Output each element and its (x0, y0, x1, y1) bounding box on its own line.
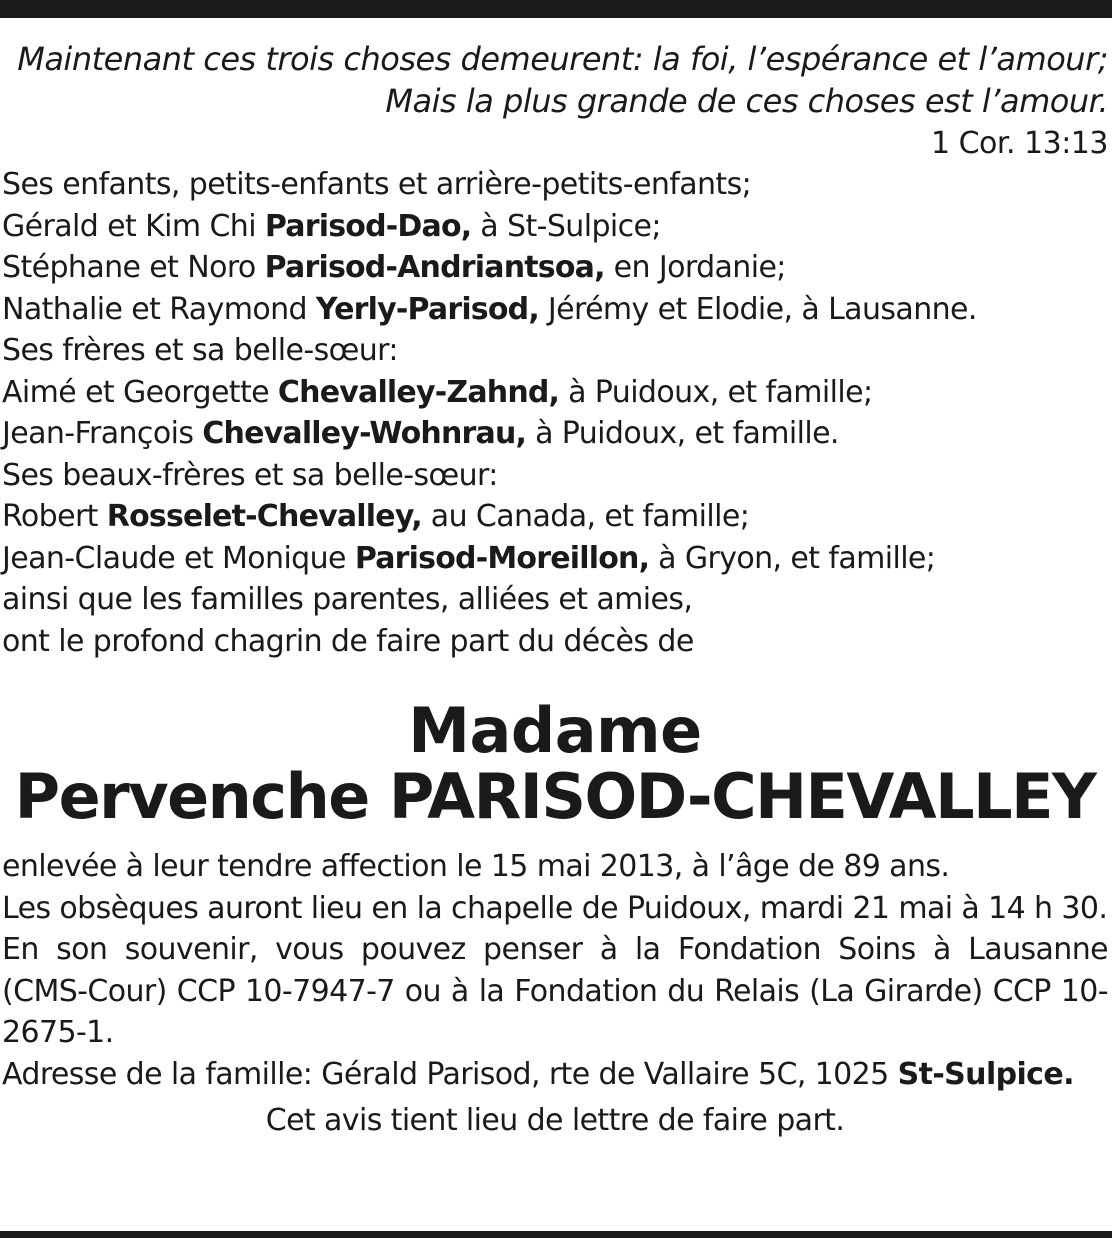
family-line (2, 289, 1108, 331)
funeral-text: Les obsèques auront lieu en la chapelle de Puidoux, mardi 21 mai à 14 h 30. (2, 890, 1108, 926)
family-line (2, 413, 1108, 455)
family-line (2, 247, 1108, 289)
obituary-notice (2, 38, 1108, 1141)
deceased-name-block (2, 694, 1108, 833)
epigraph-line-1: Maintenant ces trois choses demeurent: la foi, l’espérance et l’amour; (17, 40, 1108, 78)
family-line-location: à Puidoux, et famille; (559, 374, 873, 410)
family-line-text: ont le profond chagrin de faire part du décès de (2, 623, 694, 659)
family-line-text: Robert (2, 499, 107, 534)
family-line-text: Stéphane et Noro (2, 250, 265, 285)
family-line (2, 330, 1108, 372)
notice-details (2, 846, 1108, 1095)
family-line (2, 621, 1108, 663)
closing-note: Cet avis tient lieu de lettre de faire part. (265, 1103, 845, 1138)
scripture-reference: 1 Cor. 13:13 (930, 126, 1108, 161)
family-surname: Rosselet-Chevalley, (106, 499, 422, 534)
family-line (2, 579, 1108, 621)
family-line-location: à Gryon, et famille; (649, 540, 936, 576)
donations-text: En son souvenir, vous pouvez penser à la Fondation Soins à Lausanne (CMS-Cour) CCP 10-7947-7 ou à la Fondation du Relais (La Girarde) CCP 10-2675-1. (2, 932, 1108, 1050)
deceased-title: Madame (408, 694, 702, 767)
family-address-town: St-Sulpice. (897, 1056, 1074, 1092)
family-line-text: Nathalie et Raymond (2, 291, 316, 327)
family-line (2, 372, 1108, 414)
family-line-text: Jean-Claude et Monique (2, 540, 355, 576)
family-line-text: Ses beaux-frères et sa belle-sœur: (2, 457, 498, 493)
family-address (2, 1054, 1108, 1096)
bottom-rule (0, 1231, 1112, 1238)
family-surname: Parisod-Andriantsoa, (264, 250, 605, 285)
family-line-text: Aimé et Georgette (2, 374, 278, 410)
family-line (2, 455, 1108, 497)
family-surname: Chevalley-Wohnrau, (202, 416, 527, 451)
family-line (2, 496, 1108, 538)
family-line-text: ainsi que les familles parentes, alliées et amies, (2, 582, 693, 617)
family-address-text: Adresse de la famille: Gérald Parisod, rte de Vallaire 5C, 1025 (2, 1056, 898, 1092)
family-surname: Chevalley-Zahnd, (277, 374, 560, 410)
family-line (2, 538, 1108, 580)
family-line-text: Ses frères et sa belle-sœur: (2, 333, 398, 368)
family-line (2, 164, 1108, 206)
family-line-location: au Canada, et famille; (421, 499, 750, 534)
family-surname: Parisod-Moreillon, (354, 540, 650, 576)
passed-away-text: enlevée à leur tendre affection le 15 mai 2013, à l’âge de 89 ans. (2, 849, 950, 884)
family-line-text: Gérald et Kim Chi (2, 208, 265, 244)
epigraph (2, 38, 1108, 164)
family-line-text: Jean-François (2, 416, 203, 451)
family-line-location: à St-Sulpice; (471, 208, 661, 244)
family-list (2, 164, 1108, 662)
family-surname: Parisod-Dao, (264, 208, 472, 244)
family-line (2, 206, 1108, 248)
family-line-location: à Puidoux, et famille. (526, 416, 839, 451)
deceased-name: Pervenche PARISOD-CHEVALLEY (14, 760, 1096, 833)
top-rule (0, 0, 1112, 18)
epigraph-line-2: Mais la plus grande de ces choses est l’amour. (385, 82, 1108, 120)
family-line-location: en Jordanie; (604, 250, 786, 285)
family-line-text: Ses enfants, petits-enfants et arrière-petits-enfants; (2, 167, 752, 202)
family-surname: Yerly-Parisod, (315, 291, 539, 327)
family-line-location: Jérémy et Elodie, à Lausanne. (538, 291, 977, 327)
